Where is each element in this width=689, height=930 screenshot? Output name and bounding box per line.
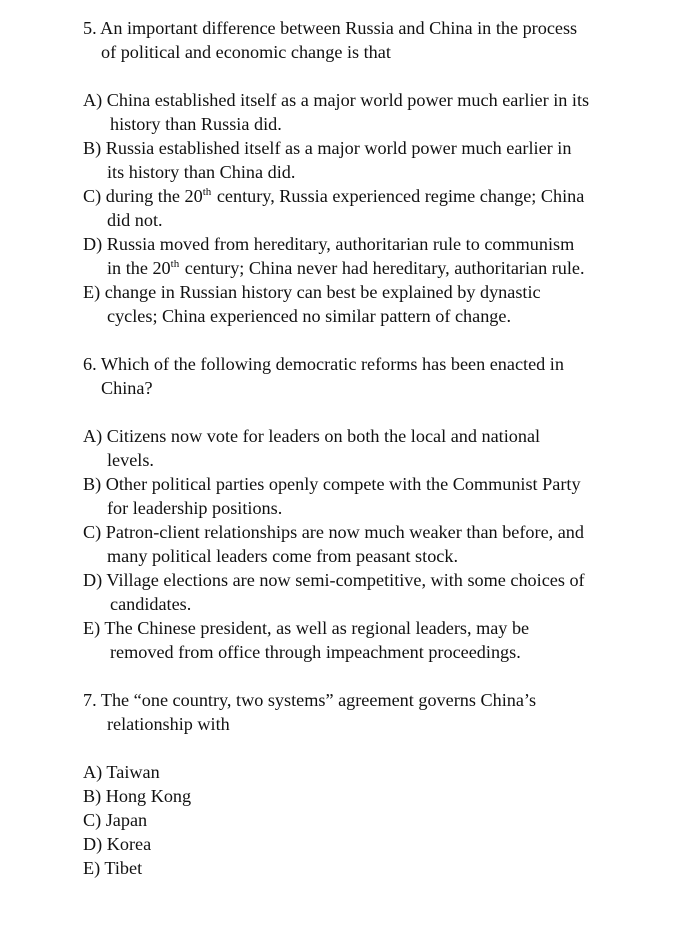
question-6-option-a-line-1: A) Citizens now vote for leaders on both the local and national xyxy=(83,426,541,446)
question-6-option-e-line-1: E) The Chinese president, as well as regional leaders, may be xyxy=(83,618,530,638)
question-6-option-b-line-1: B) Other political parties openly compete with the Communist Party xyxy=(83,474,581,494)
question-5-option-c-text-pre: C) during the 20 xyxy=(83,186,203,206)
question-5-option-b-line-2: its history than China did. xyxy=(107,162,296,182)
question-5-stem-line-2: of political and economic change is that xyxy=(101,42,391,62)
question-7-option-e: E) Tibet xyxy=(83,858,143,878)
question-5-stem-line-1: 5. An important difference between Russia and China in the process xyxy=(83,18,578,38)
question-6-option-c-line-1: C) Patron-client relationships are now much weaker than before, and xyxy=(83,522,584,542)
question-5-option-c-text-post: century, Russia experienced regime change; China xyxy=(212,186,585,206)
question-5-option-a-line-1: A) China established itself as a major world power much earlier in its xyxy=(83,90,590,110)
question-7-stem-line-2: relationship with xyxy=(107,714,230,734)
question-6-option-d-line-1: D) Village elections are now semi-competitive, with some choices of xyxy=(83,570,585,590)
question-6-option-b-line-2: for leadership positions. xyxy=(107,498,283,518)
question-7-option-d: D) Korea xyxy=(83,834,152,854)
question-5-option-c-line-1 xyxy=(83,184,584,211)
question-6-option-a-line-2: levels. xyxy=(107,450,154,470)
question-6-stem-line-2: China? xyxy=(101,378,153,398)
question-7-option-a: A) Taiwan xyxy=(83,762,160,782)
question-7-option-c: C) Japan xyxy=(83,810,148,830)
question-6-stem-line-1: 6. Which of the following democratic reforms has been enacted in xyxy=(83,354,564,374)
question-5-option-d-text-pre: in the 20 xyxy=(107,258,171,278)
question-7-option-b: B) Hong Kong xyxy=(83,786,192,806)
question-5-option-b-line-1: B) Russia established itself as a major world power much earlier in xyxy=(83,138,572,158)
question-5-option-a-line-2: history than Russia did. xyxy=(110,114,282,134)
question-5-option-e-line-2: cycles; China experienced no similar pattern of change. xyxy=(107,306,512,326)
question-5-option-d-line-1: D) Russia moved from hereditary, authoritarian rule to communism xyxy=(83,234,575,254)
question-5-option-d-text-post: century; China never had hereditary, authoritarian rule. xyxy=(180,258,585,278)
question-5-option-c-line-2: did not. xyxy=(107,210,163,230)
question-5-option-d-line-2 xyxy=(107,256,585,283)
question-5-option-c-superscript: th xyxy=(202,186,212,198)
question-6-option-e-line-2: removed from office through impeachment proceedings. xyxy=(110,642,521,662)
question-5-option-e-line-1: E) change in Russian history can best be explained by dynastic xyxy=(83,282,541,302)
question-6-option-c-line-2: many political leaders come from peasant stock. xyxy=(107,546,458,566)
question-7-stem-line-1: 7. The “one country, two systems” agreement governs China’s xyxy=(83,690,537,710)
question-6-option-d-line-2: candidates. xyxy=(110,594,192,614)
question-5-option-d-superscript: th xyxy=(170,258,180,270)
